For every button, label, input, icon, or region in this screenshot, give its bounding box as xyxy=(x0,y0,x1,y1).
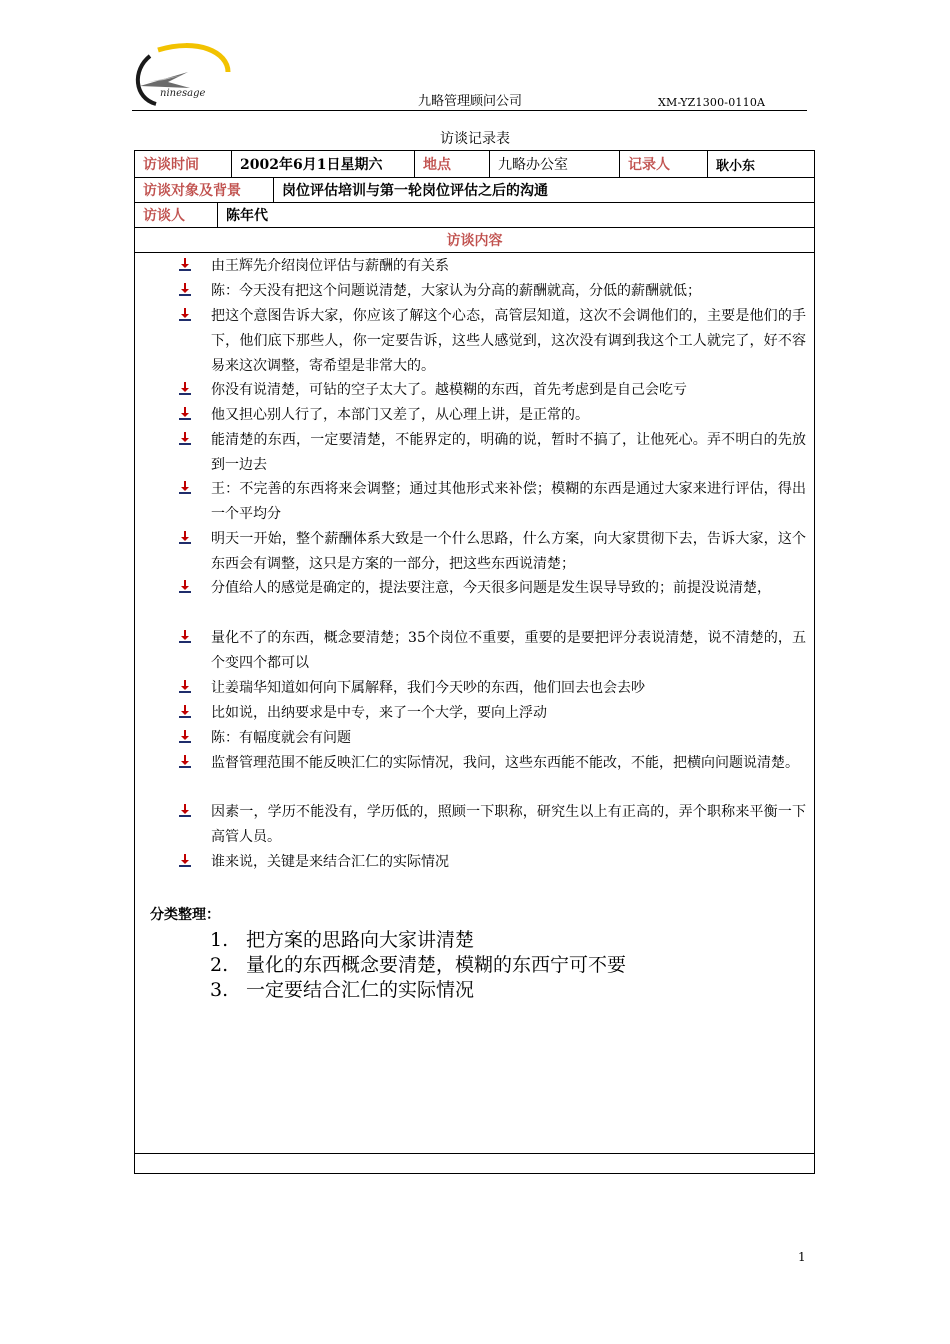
interviewer-label: 访谈人 xyxy=(143,208,185,224)
bullet-arrow-icon xyxy=(178,283,192,297)
bullet-arrow-icon xyxy=(178,580,192,594)
content-item-text: 由王辉先介绍岗位评估与薪酬的有关系 xyxy=(211,258,449,274)
bullet-arrow-icon xyxy=(178,755,192,769)
recorder-value: 耿小东 xyxy=(707,151,814,177)
summary-item-number: 3. xyxy=(210,979,229,1001)
summary-item-text: 一定要结合汇仁的实际情况 xyxy=(246,979,475,1001)
svg-text:ninesage: ninesage xyxy=(160,88,206,99)
content-item-text: 因素一，学历不能没有，学历低的，照顾一下职称，研究生以上有正高的，弄个职称来平衡一下高管人员。 xyxy=(211,804,806,845)
time-value: 2002年6月1日星期六 xyxy=(231,151,414,177)
content-item-text: 让姜瑞华知道如何向下属解释，我们今天吵的东西，他们回去也会去吵 xyxy=(211,680,645,696)
row-time-place xyxy=(135,151,814,178)
bullet-arrow-icon xyxy=(178,308,192,322)
content-item-text: 谁来说，关键是来结合汇仁的实际情况 xyxy=(211,854,449,870)
header-rule xyxy=(132,110,807,111)
summary-item xyxy=(210,975,474,1002)
content-item-text: 把这个意图告诉大家，你应该了解这个心态，高管层知道，这次不会调他们的，主要是他们的手下，他们底下那些人，你一定要告诉，这些人感觉到，这次没有调到我这个工人就完了，好不容易来这次调整，寄希望是非常大的。 xyxy=(211,308,806,374)
row-interviewer xyxy=(135,203,814,228)
row-content-header xyxy=(135,228,814,253)
summary-item-text: 量化的东西概念要清楚，模糊的东西宁可不要 xyxy=(246,954,627,976)
content-item-text: 能清楚的东西，一定要清楚，不能界定的，明确的说，暂时不搞了，让他死心。弄不明白的先放到一边去 xyxy=(211,432,806,473)
bullet-arrow-icon xyxy=(178,730,192,744)
summary-item xyxy=(210,950,626,977)
content-item-text: 量化不了的东西，概念要清楚；35个岗位不重要，重要的是要把评分表说清楚，说不清楚的，五个变四个都可以 xyxy=(211,630,806,671)
content-item-text: 王：不完善的东西将来会调整；通过其他形式来补偿；模糊的东西是通过大家来进行评估，得出一个平均分 xyxy=(211,481,806,522)
bullet-arrow-icon xyxy=(178,705,192,719)
interviewer-value: 陈年代 xyxy=(217,203,814,227)
content-label: 访谈内容 xyxy=(446,233,503,249)
place-value: 九略办公室 xyxy=(489,151,619,177)
bullet-arrow-icon xyxy=(178,630,192,644)
summary-item xyxy=(210,925,474,952)
content-item-text: 明天一开始，整个薪酬体系大致是一个什么思路，什么方案，向大家贯彻下去，告诉大家，这个东西会有调整，这只是方案的一部分，把这些东西说清楚； xyxy=(211,531,806,572)
summary-item-number: 1. xyxy=(210,929,229,951)
bullet-arrow-icon xyxy=(178,258,192,272)
bullet-arrow-icon xyxy=(178,407,192,421)
company-name: 九略管理顾问公司 xyxy=(418,94,523,109)
bullet-arrow-icon xyxy=(178,804,192,818)
bullet-arrow-icon xyxy=(178,531,192,545)
page-number: 1 xyxy=(798,1250,806,1264)
time-label: 访谈时间 xyxy=(143,157,199,173)
content-item-text: 监督管理范围不能反映汇仁的实际情况，我问，这些东西能不能改，不能，把横向问题说清楚。 xyxy=(211,755,799,771)
recorder-label: 记录人 xyxy=(619,151,707,177)
content-item-text: 陈：今天没有把这个问题说清楚，大家认为分高的薪酬就高，分低的薪酬就低； xyxy=(211,283,701,299)
subject-label: 访谈对象及背景 xyxy=(143,183,241,199)
bullet-arrow-icon xyxy=(178,382,192,396)
summary-title: 分类整理： xyxy=(150,907,220,923)
place-label: 地点 xyxy=(414,151,489,177)
summary-item-number: 2. xyxy=(210,954,229,976)
bullet-arrow-icon xyxy=(178,680,192,694)
summary-item-text: 把方案的思路向大家讲清楚 xyxy=(246,929,475,951)
form-title: 访谈记录表 xyxy=(440,131,510,147)
ninesage-logo xyxy=(128,42,238,112)
bullet-arrow-icon xyxy=(178,432,192,446)
document-number: XM-YZ1300-0110A xyxy=(658,96,766,109)
subject-value: 岗位评估培训与第一轮岗位评估之后的沟通 xyxy=(273,178,814,202)
table-bottom-rule xyxy=(135,1153,814,1154)
content-item-text: 比如说，出纳要求是中专，来了一个大学，要向上浮动 xyxy=(211,705,547,721)
bullet-arrow-icon xyxy=(178,481,192,495)
content-item-text: 分值给人的感觉是确定的，提法要注意，今天很多问题是发生误导导致的；前提没说清楚， xyxy=(211,580,771,596)
content-item-text: 陈：有幅度就会有问题 xyxy=(211,730,351,746)
bullet-arrow-icon xyxy=(178,854,192,868)
content-item-text: 你没有说清楚，可钻的空子太大了。越模糊的东西，首先考虑到是自己会吃亏 xyxy=(211,382,687,398)
row-subject xyxy=(135,178,814,203)
content-item-text: 他又担心别人行了，本部门又差了，从心理上讲，是正常的。 xyxy=(211,407,589,423)
